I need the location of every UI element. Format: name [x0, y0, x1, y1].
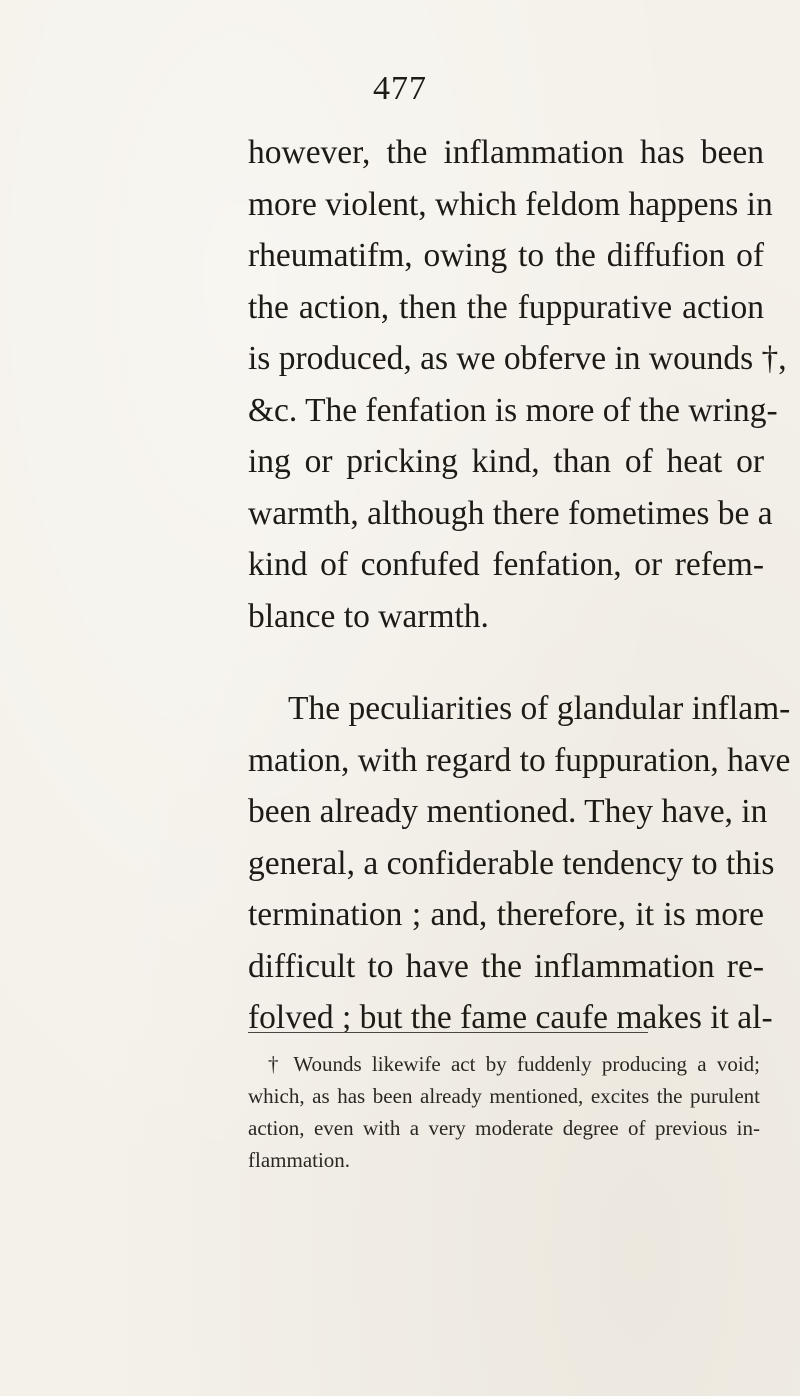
paragraph-gap [248, 642, 764, 683]
text-line: ing or pricking kind, than of heat or [248, 443, 764, 480]
text-line: more violent, which feldom happens in [248, 185, 773, 223]
footnote-line: action, even with a very moderate degree of previous in- [248, 1116, 760, 1140]
text-line: blance to warmth. [248, 597, 489, 635]
text-line: folved ; but the fame caufe makes it al- [248, 999, 773, 1036]
text-line: The peculiarities of glandular inflam- [288, 690, 791, 727]
text-line: general, a confiderable tendency to this [248, 844, 775, 882]
text-line: been already mentioned. They have, in [248, 793, 768, 830]
footnote-divider [248, 1032, 648, 1033]
paragraph-2 [248, 683, 791, 1044]
text-line: rheumatifm, owing to the diffufion of [248, 237, 764, 274]
footnote-line: which, as has been already mentioned, excites the purulent [248, 1084, 760, 1108]
text-line: warmth, although there fometimes be a [248, 494, 773, 532]
footnote [248, 1048, 760, 1176]
paragraph-1 [248, 127, 787, 642]
text-line: however, the inflammation has been [248, 134, 764, 171]
body-text [248, 127, 791, 1044]
text-line: is produced, as we obferve in wounds †, [248, 340, 787, 377]
text-line: difficult to have the inflammation re- [248, 947, 764, 985]
text-line: termination ; and, therefore, it is more [248, 896, 764, 933]
footnote-line: flammation. [248, 1148, 351, 1172]
page-number: 477 [373, 70, 427, 107]
text-line: the action, then the fuppurative action [248, 288, 764, 326]
text-line: mation, with regard to fuppuration, have [248, 741, 791, 779]
footnote-line: † Wounds likewife act by fuddenly producing a void; [268, 1052, 760, 1076]
text-line: &c. The fenfation is more of the wring- [248, 391, 778, 429]
text-line: kind of confufed fenfation, or refem- [248, 546, 764, 583]
